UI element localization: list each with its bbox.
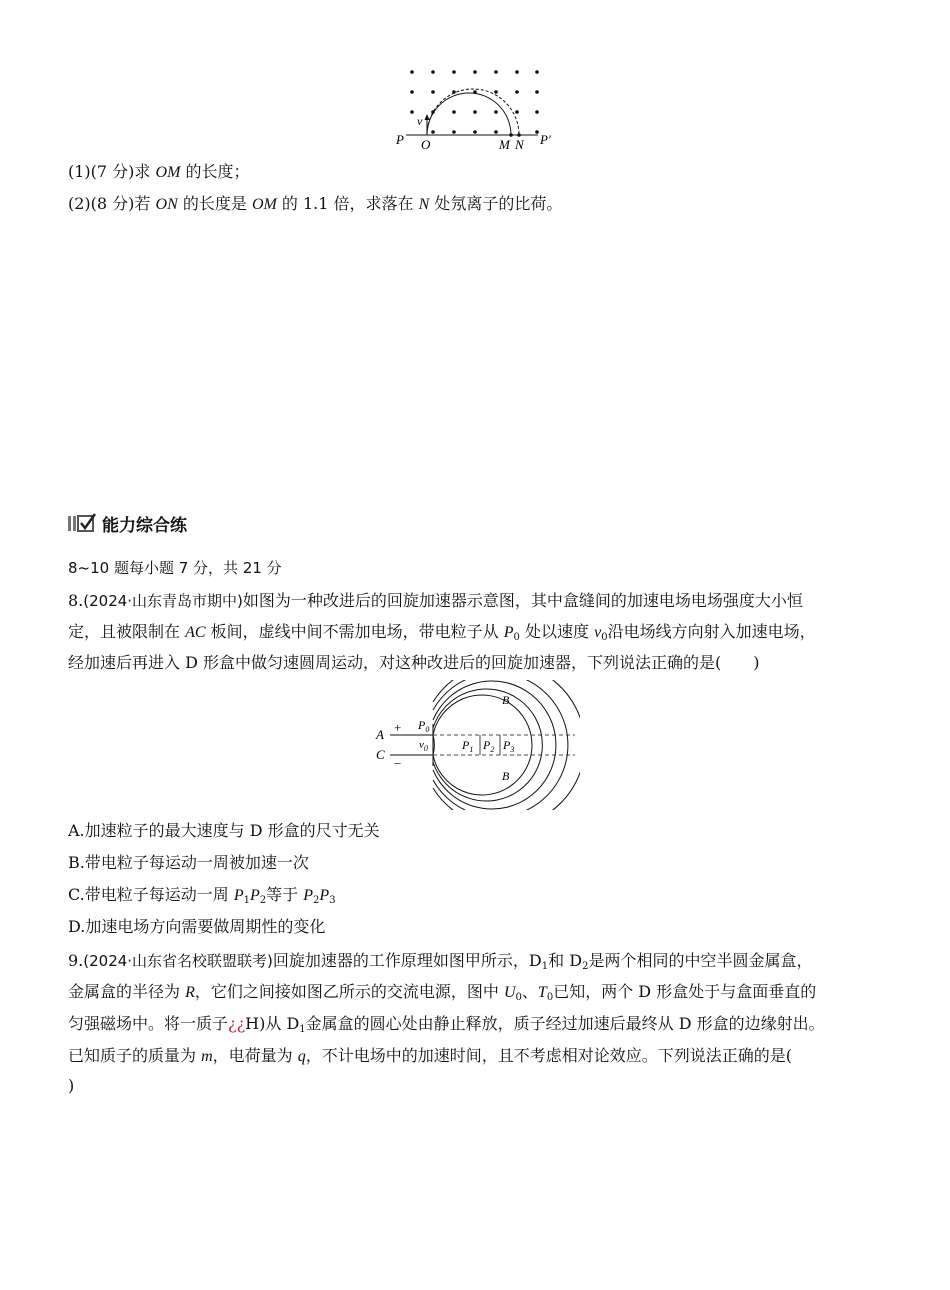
label-p: P <box>396 132 404 147</box>
label-v: v <box>417 114 423 128</box>
q8-line3: 经加速后再进入 D 形盒中做匀速圆周运动，对这种改进后的回旋加速器，下列说法正确的是( ) <box>68 653 760 672</box>
checkbox-icon <box>68 513 96 533</box>
q9-line1: 9.(2024·山东省名校联盟联考)回旋加速器的工作原理如图甲所示，$D_1$和 $D_2$是两个相同的中空半圆金属盒， <box>68 951 813 972</box>
label-p1: $P_1$ <box>462 738 474 754</box>
label-b-top: B <box>502 693 510 707</box>
label-p-prime: P′ <box>540 132 551 147</box>
label-c: C <box>376 747 385 762</box>
q8-option-a: A.加速粒子的最大速度与 D 形盒的尺寸无关 <box>68 821 380 840</box>
q8-line1: 8.(2024·山东青岛市期中)如图为一种改进后的回旋加速器示意图，其中盒缝间的加速电场电场强度大小恒 <box>68 591 803 610</box>
label-o: O <box>421 137 431 152</box>
label-p2: $P_2$ <box>483 738 495 754</box>
dashed-path <box>427 89 519 135</box>
magnetic-field-figure <box>392 62 562 154</box>
orbit-3-arc <box>433 681 556 809</box>
q8-line2: 定，且被限制在 AC 板间，虚线中间不需加电场，带电粒子从 $P_0$ 处以速度 $v_0$沿电场线方向射入加速电场， <box>68 622 816 643</box>
q7-part1: (1)(7 分)求 OM 的长度； <box>68 162 250 181</box>
q9-line3: 匀强磁场中。将一质子¿¿H)从 $D_1$金属盒的圆心处由静止释放，质子经过加速后最终从 D 形盒的边缘射出。 <box>68 1014 825 1035</box>
section-header <box>68 510 187 536</box>
label-a: A <box>376 727 384 742</box>
q9-line5: ) <box>68 1076 75 1095</box>
label-b-bottom: B <box>502 769 510 783</box>
label-plus: + <box>394 720 402 735</box>
label-p0: $P_0$ <box>418 718 430 734</box>
label-n: N <box>515 137 524 152</box>
section-title: 能力综合练 <box>102 515 187 536</box>
q8-option-d: D.加速电场方向需要做周期性的变化 <box>68 917 326 936</box>
label-minus: − <box>394 756 402 771</box>
cyclotron-figure <box>370 680 580 810</box>
q7-part2: (2)(8 分)若 ON 的长度是 OM 的 1.1 倍，求落在 N 处氖离子的比荷。 <box>68 194 563 213</box>
solid-path <box>427 93 511 135</box>
q8-option-c: C.带电粒子每运动一周 $P_1P_2$等于 $P_2P_3$ <box>68 885 336 906</box>
q8-option-b: B.带电粒子每运动一周被加速一次 <box>68 853 309 872</box>
q9-line2: 金属盒的半径为 R，它们之间接如图乙所示的交流电源，图中 $U_0$、$T_0$已知，两个 D 形盒处于与盒面垂直的 <box>68 982 817 1003</box>
q9-line4: 已知质子的质量为 m，电荷量为 q，不计电场中的加速时间，且不考虑相对论效应。下列说法正确的是( <box>68 1046 792 1065</box>
label-v0: $v_0$ <box>419 739 428 753</box>
label-m: M <box>499 137 510 152</box>
label-p3: $P_3$ <box>503 738 515 754</box>
field-dots <box>410 70 539 134</box>
velocity-arrowhead <box>425 114 430 120</box>
score-note: 8~10 题每小题 7 分，共 21 分 <box>68 559 282 577</box>
